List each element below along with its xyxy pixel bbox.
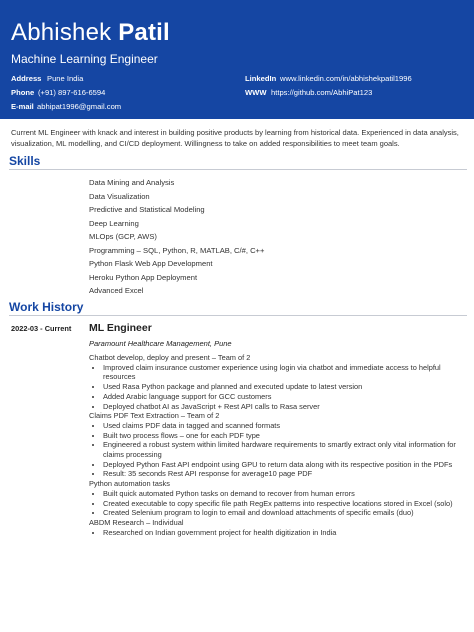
contact-phone [11, 88, 105, 97]
project-bullets [89, 421, 469, 479]
first-name: Abhishek [11, 19, 112, 46]
company-name: Paramount Healthcare Management, Pune [89, 339, 232, 348]
contact-email [11, 102, 121, 111]
project-heading: ABDM Research – Individual [89, 517, 184, 527]
job-role: Machine Learning Engineer [11, 52, 158, 66]
skill-item: Programming – SQL, Python, R, MATLAB, C/#, C++ [89, 245, 265, 255]
skills-heading: Skills [9, 154, 41, 168]
website-link[interactable]: https://github.com/AbhiPat123 [271, 88, 373, 97]
address-value: Pune India [47, 74, 84, 83]
bullet-item: • Deployed chatbot AI as JavaScript + Rest API calls to Rasa server [103, 402, 469, 412]
bullet-item: • Built quick automated Python tasks on demand to recover from human errors [103, 489, 469, 499]
project-heading: Claims PDF Text Extraction – Team of 2 [89, 411, 220, 421]
skill-item: MLOps (GCP, AWS) [89, 232, 157, 241]
bullet-item: • Improved claim insurance customer experience using login via chatbot and immediate access to helpful resources [103, 363, 469, 382]
resume-header [0, 0, 474, 119]
full-name [11, 19, 170, 47]
project-heading: Python automation tasks [89, 479, 170, 489]
email-label: E-mail [11, 102, 34, 111]
skill-item: Python Flask Web App Development [89, 259, 213, 268]
skill-item: Data Visualization [89, 191, 150, 201]
linkedin-label: LinkedIn [245, 74, 277, 83]
last-name: Patil [118, 19, 170, 46]
bullet-item: • Built two process flows – one for each PDF type [103, 431, 469, 441]
project-bullets [89, 363, 469, 412]
job-responsibilities [89, 353, 469, 537]
project-heading: Chatbot develop, deploy and present – Team of 2 [89, 353, 251, 362]
skill-item: Advanced Excel [89, 286, 144, 295]
work-history-heading: Work History [9, 300, 84, 314]
phone-value: (+91) 897-616-6594 [38, 88, 106, 97]
skill-item: Deep Learning [89, 218, 139, 228]
linkedin-link[interactable]: www.linkedin.com/in/abhishekpatil1996 [280, 74, 412, 83]
bullet-item: • Researched on Indian government project for health digitization in India [103, 528, 469, 538]
email-value[interactable]: abhipat1996@gmail.com [37, 102, 122, 111]
bullet-item: • Added Arabic language support for GCC customers [103, 392, 469, 402]
skill-item: Predictive and Statistical Modeling [89, 205, 205, 214]
skills-list [89, 176, 264, 298]
website-label: WWW [245, 88, 267, 97]
bullet-item: • Used claims PDF data in tagged and scanned formats [103, 421, 469, 431]
job-date: 2022-03 - Current [11, 324, 72, 333]
project-bullets [89, 489, 469, 518]
address-label: Address [11, 74, 42, 83]
professional-summary: Current ML Engineer with knack and interest in building positive products by learning from historical data. Experienced in data analysis, visualization, ML modelling, and CI/CD deployment. Willingness to take on added responsibilities to meet team goals. [11, 128, 459, 148]
bullet-item: • Result: 35 seconds Rest API response for average10 page PDF [103, 469, 469, 479]
contact-address [11, 74, 83, 83]
bullet-item: • Created Selenium program to login to email and download attachments of specific emails (duo) [103, 508, 469, 518]
job-title: ML Engineer [89, 322, 152, 334]
skill-item: Heroku Python App Deployment [89, 272, 198, 282]
bullet-item: • Deployed Python Fast API endpoint using GPU to return data along with its respective position in the PDFs [103, 460, 469, 470]
skill-item: Data Mining and Analysis [89, 178, 175, 187]
contact-linkedin [245, 74, 412, 83]
bullet-item: • Engineered a robust system within limited hardware requirements to smartly extract only vital information for claims processing [103, 440, 469, 459]
bullet-item: • Used Rasa Python package and planned and executed update to latest version [103, 382, 469, 392]
phone-label: Phone [11, 88, 35, 97]
contact-website [245, 88, 372, 97]
project-bullets [89, 528, 469, 538]
bullet-item: • Created executable to copy specific file path RegEx patterns into respective locations stored in Excel (solo) [103, 499, 469, 509]
